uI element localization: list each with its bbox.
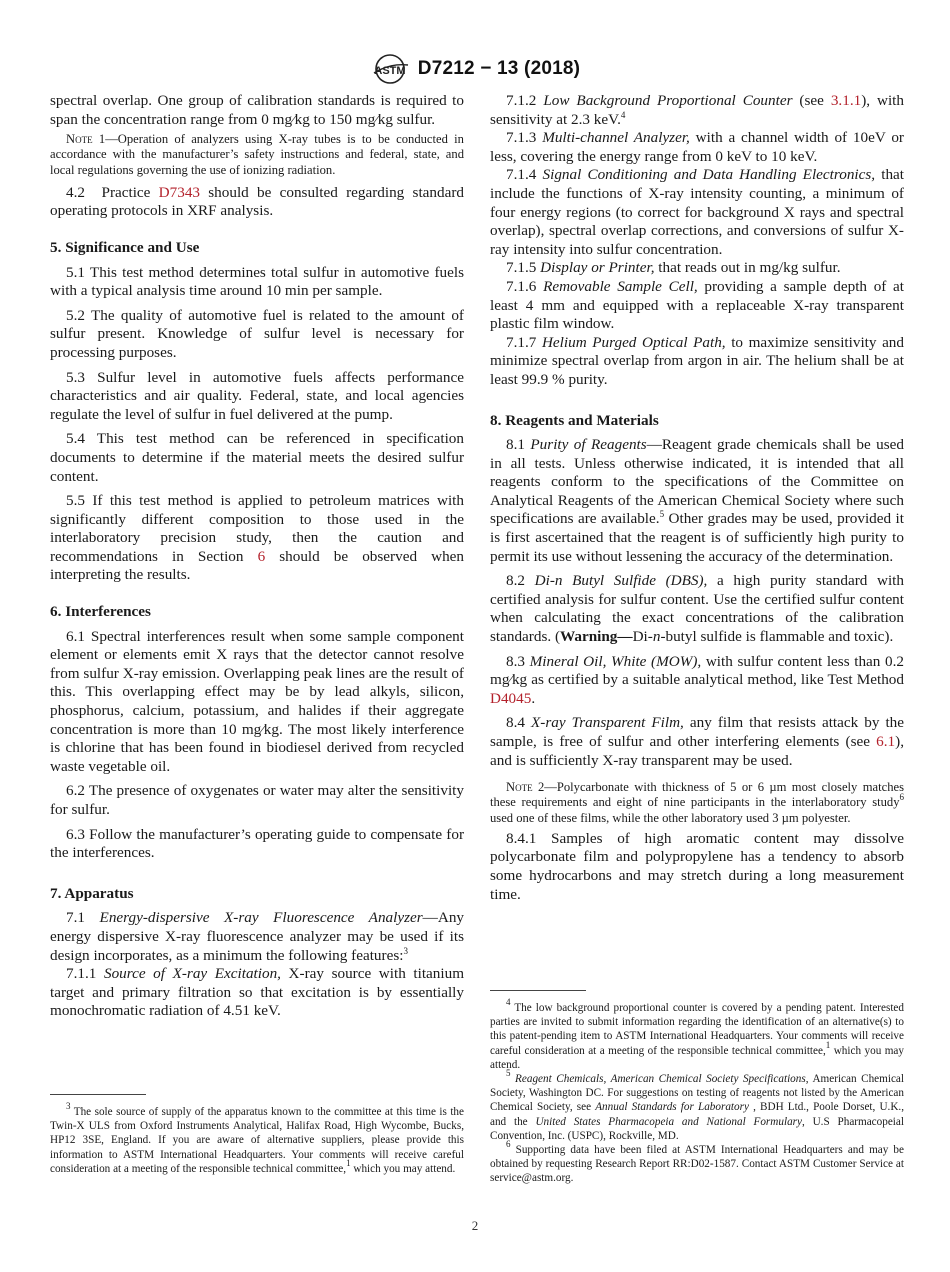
footnote-rule bbox=[50, 1094, 146, 1095]
footnote-4: $^4$ The low background proportional counter is covered by a pending patent. Interested parties are invited to submit information regarding the identification of an alternative(s) to this patent-pending item to ASTM International Headquarters. Your comments will receive careful consideration at a meeting of the responsible technical committee,$^1$ which you may attend. bbox=[490, 997, 904, 1071]
link-6-1[interactable]: 6.1 bbox=[876, 733, 896, 750]
section-8-heading: 8. Reagents and Materials bbox=[490, 411, 659, 429]
paragraph-7-1-3: 7.1.3 Multi-channel Analyzer, with a channel width of 10eV or less, covering the energy range from 0 keV to 10 keV. bbox=[490, 129, 904, 165]
paragraph-6-1: 6.1 Spectral interferences result when some sample component element or elements emit X rays that the detector cannot resolve from sulfur X-ray emission. Overlapping peak lines are the result of this. This overlapping effect may be by lead alkyls, silicon, phosphorus, calcium, potassium, and halides if their aggregate concentration is more than 10 mg⁄kg. The most likely interference is chlorine that has been found in biodiesel derived from recycled waste vegetable oil. bbox=[50, 627, 464, 775]
paragraph-7-1-7: 7.1.7 Helium Purged Optical Path, to maximize sensitivity and minimize spectral overlap from argon in air. The helium shall be at least 99.9 % purity. bbox=[490, 333, 904, 388]
svg-text:ASTM: ASTM bbox=[374, 65, 406, 77]
footnote-rule bbox=[490, 990, 586, 991]
left-footnotes bbox=[50, 1094, 464, 1176]
link-3-1-1[interactable]: 3.1.1 bbox=[830, 92, 862, 109]
footnote-6: $^6$ Supporting data have been filed at ASTM International Headquarters and may be obtained by requesting Research Report RR:D02-1587. Contact ASTM Customer Service at service@astm.org. bbox=[490, 1139, 904, 1185]
paragraph-7-1-6: 7.1.6 Removable Sample Cell, providing a sample depth of at least 4 mm and equipped with a replaceable X-ray transparent plastic film window. bbox=[490, 277, 904, 333]
paragraph-5-4: 5.4 This test method can be referenced in specification documents to determine if the material meets the desired sulfur content. bbox=[50, 430, 464, 485]
paragraph-8-3: 8.3 Mineral Oil, White (MOW), with sulfur content less than 0.2 mg⁄kg as certified by a suitable analytical method, like Test Method D4045. bbox=[490, 652, 904, 707]
paragraph-5-2: 5.2 The quality of automotive fuel is related to the amount of sulfur present. Knowledge of sulfur level is necessary for processing purposes. bbox=[50, 306, 464, 361]
paragraph-6-3: 6.3 Follow the manufacturer’s operating guide to compensate for the interferences. bbox=[50, 825, 464, 862]
paragraph-8-2: 8.2 Di-n Butyl Sulfide (DBS), a high purity standard with certified analysis for sulfur content. Use the certified sulfur content when calculating the exact concentrations of the calibration standards. (Warning—Di-n-butyl sulfide is flammable and toxic). bbox=[490, 572, 904, 646]
right-footnotes bbox=[490, 990, 904, 1186]
paragraph-4-2: 4.2 Practice D7343 should be consulted regarding standard operating protocols in XRF analysis. bbox=[50, 183, 464, 220]
page-number: 2 bbox=[471, 1218, 479, 1233]
paragraph-5-1: 5.1 This test method determines total sulfur in automotive fuels with a typical analysis time around 10 min per sample. bbox=[50, 263, 464, 300]
paragraph-8-1: 8.1 Purity of Reagents—Reagent grade chemicals shall be used in all tests. Unless otherwise indicated, it is intended that all reagents conform to the specifications of the Committee on Analytical Reagents of the American Chemical Society where such specifications are available.$^5$ Other grades may be used, provided it is first ascertained that the reagent is of sufficiently high purity to permit its use without lessening the accuracy of the determination. bbox=[490, 436, 905, 565]
link-d7343[interactable]: D7343 bbox=[158, 183, 201, 201]
paragraph-7-1-5: 7.1.5 Display or Printer, that reads out in mg/kg sulfur. bbox=[506, 259, 841, 277]
footnote-5: $^5$ Reagent Chemicals, American Chemical Society Specifications, American Chemical Society, Washington DC. For suggestions on testing of reagents not listed by the American Chemical Society, see Annual Standards for Laboratory , BDH Ltd., Poole Dorset, U.K., and the United States Pharmacopeia and National Formulary, U.S Pharmacopeial Convention, Inc. (USPC), Rockville, MD. bbox=[490, 1068, 904, 1142]
footnote-3: $^3$ The sole source of supply of the apparatus known to the committee at this time is the Twin-X ULS from Oxford Instruments Analytical, Halifax Road, High Wycombe, Bucks, HP12 3SE, England. If you are aware of alternative suppliers, please provide this information to ASTM International Headquarters. Your comments will receive careful consideration at a meeting of the responsible technical committee,$^1$ which you may attend. bbox=[50, 1101, 464, 1175]
paragraph-7-1-2: 7.1.2 Low Background Proportional Counter (see 3.1.1), with sensitivity at 2.3 keV.$^4$ bbox=[490, 92, 904, 128]
paragraph-7-1-4: 7.1.4 Signal Conditioning and Data Handling Electronics, that include the functions of X-ray intensity counting, a minimum of four energy regions (to correct for background X rays and spectral overlap), spectral overlap corrections, and conversions of sulfur X-ray intensity into sulfur concentration. bbox=[490, 166, 904, 258]
paragraph-continuation: spectral overlap. One group of calibration standards is required to span the concentration range from 0 mg⁄kg to 150 mg⁄kg sulfur. bbox=[50, 92, 464, 128]
note-2: Note 2—Polycarbonate with thickness of 5 or 6 µm most closely matches these requirements and eight of nine participants in the interlaboratory study$^6$ used one of these films, while the other laboratory used 3 µm polyester. bbox=[490, 780, 904, 825]
paragraph-5-5: 5.5 If this test method is applied to petroleum matrices with significantly different composition to those used in the interlaboratory precision study, then the caution and recommendations in Section 6 should be observed when interpreting the results. bbox=[50, 492, 465, 584]
section-7-heading: 7. Apparatus bbox=[50, 884, 134, 902]
paragraph-7-1: 7.1 Energy-dispersive X-ray Fluorescence Analyzer—Any energy dispersive X-ray fluorescence analyzer may be used if its design incorporates, as a minimum the following features:$^3$ bbox=[50, 909, 465, 964]
right-column bbox=[490, 92, 904, 904]
link-d4045[interactable]: D4045 bbox=[490, 689, 532, 707]
section-6-heading: 6. Interferences bbox=[50, 603, 151, 621]
link-section-6[interactable]: 6 bbox=[257, 547, 266, 565]
astm-logo-icon bbox=[370, 53, 410, 85]
paragraph-8-4-1: 8.4.1 Samples of high aromatic content may dissolve polycarbonate film and polypropylene has a tendency to absorb some hydrocarbons and may stretch during a long measurement time. bbox=[490, 829, 904, 903]
note-1: Note 1—Operation of analyzers using X-ray tubes is to be conducted in accordance with the manufacturer’s safety instructions and federal, state, and local regulations governing the use of ionizing radiation. bbox=[50, 132, 464, 177]
document-id: D7212 − 13 (2018) bbox=[417, 58, 581, 79]
page-header bbox=[0, 52, 950, 86]
paragraph-8-4: 8.4 X-ray Transparent Film, any film that resists attack by the sample, is free of sulfur and other interfering elements (see 6.1), and is sufficiently X-ray transparent may be used. bbox=[490, 714, 905, 769]
left-column bbox=[50, 92, 464, 1021]
section-5-heading: 5. Significance and Use bbox=[50, 238, 200, 256]
paragraph-7-1-1: 7.1.1 Source of X-ray Excitation, X-ray source with titanium target and primary filtration so that excitation is by essentially monochromatic radiation of 4.51 keV. bbox=[50, 965, 465, 1020]
paragraph-5-3: 5.3 Sulfur level in automotive fuels affects performance characteristics and air quality. Federal, state, and local agencies regulate the level of sulfur in fuel delivered at the pump. bbox=[50, 368, 464, 423]
paragraph-6-2: 6.2 The presence of oxygenates or water may alter the sensitivity for sulfur. bbox=[50, 782, 464, 819]
